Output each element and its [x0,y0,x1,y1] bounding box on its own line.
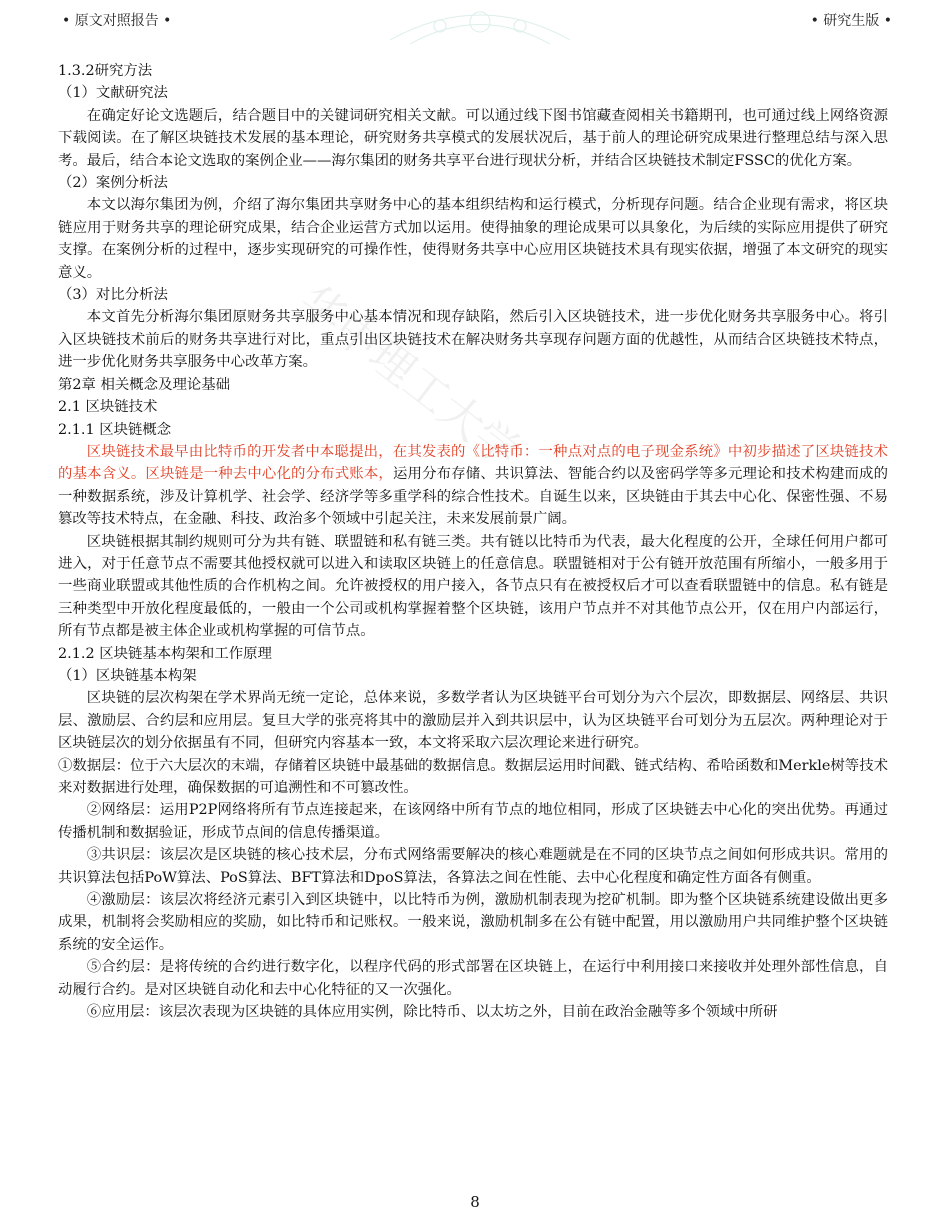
page-number: 8 [470,1193,480,1211]
paragraph: 区块链的层次构架在学术界尚无统一定论，总体来说，多数学者认为区块链平台可划分为六个层次，即数据层、网络层、共识层、激励层、合约层和应用层。复旦大学的张亮将其中的激励层并入到共识层中，认为区块链平台可划分为五层次。两种理论对于区块链层次的划分依据虽有不同，但研究内容基本一致，本文将采取六层次理论来进行研究。 [58,690,888,752]
paragraph: 2.1.2 区块链基本构架和工作原理 [58,645,272,662]
paragraph: 本文以海尔集团为例，介绍了海尔集团共享财务中心的基本组织结构和运行模式，分析现存问题。结合企业现有需求，将区块链应用于财务共享的理论研究成果，结合企业运营方式加以运用。使得抽象的理论成果可以具象化，为后续的实际应用提供了研究支撑。在案例分析的过程中，逐步实现研究的可操作性，使得财务共享中心应用区块链技术具有现实依据，增强了本文研究的现实意义。 [58,197,888,281]
paragraph: ④激励层：该层次将经济元素引入到区块链中，以比特币为例，激励机制表现为挖矿机制。即为整个区块链系统建设做出更多成果，机制将会奖励相应的奖励，如比特币和记账权。一般来说，激励机制多在公有链中配置，用以激励用户共同维护整个区块链系统的安全运作。 [58,892,888,953]
paragraph: （1）文献研究法 [58,85,168,102]
header-right-label: • 研究生版 • [810,13,892,29]
paragraph: ⑤合约层：是将传统的合约进行数字化，以程序代码的形式部署在区块链上，在运行中利用接口来接收并处理外部性信息，自动履行合约。是对区块链自动化和去中心化特征的又一次强化。 [58,959,888,998]
header-left-label: • 原文对照报告 • [62,13,172,29]
paragraph-tail: 运用分布存储、共识算法、智能合约以及密码学等多元理论和技术构建而成的一种数据系统，涉及计算机学、社会学、经济学等多重学科的综合性技术。自诞生以来，区块链由于其去中心化、保密性强、不易篡改等技术特点，在金融、科技、政治多个领域中引起关注，未来发展前景广阔。 [58,466,888,528]
highlighted-text: 区块链技术最早由比特币的开发者中本聪提出，在其发表的《比特币：一种点对点的电子现金系统》中初步描述了区块链技术的基本含义。区块链是一种去中心化的分布式账本， [58,443,888,483]
watermark-text: 华中理工大学 [289,275,530,479]
paragraph: 在确定好论文选题后，结合题目中的关键词研究相关文献。可以通过线下图书馆藏查阅相关书籍期刊，也可通过线上网络资源下载阅读。在了解区块链技术发展的基本理论，研究财务共享模式的发展状况后，基于前人的理论研究成果进行整理总结与深入思考。最后，结合本论文选取的案例企业——海尔集团的财务共享平台进行现状分析，并结合区块链技术制定FSSC的优化方案。 [58,107,888,169]
paragraph: 第2章 相关概念及理论基础 [58,376,231,393]
paragraph [58,441,888,531]
paragraph: 1.3.2研究方法 [58,63,153,79]
paragraph: ②网络层：运用P2P网络将所有节点连接起来，在该网络中所有节点的地位相同，形成了区块链去中心化的突出优势。再通过传播机制和数据验证，形成节点间的信息传播渠道。 [58,802,888,841]
paragraph: （1）区块链基本构架 [58,667,197,684]
paragraph: 区块链根据其制约规则可分为共有链、联盟链和私有链三类。共有链以比特币为代表，最大化程度的公开，全球任何用户都可进入，对于任意节点不需要其他授权就可以进入和读取区块链上的任意信息。联盟链相对于公有链开放范围有所缩小，一般多用于一些商业联盟或其他性质的合作机构之间。允许被授权的用户接入，各节点只有在被授权后才可以查看联盟链中的信息。私有链是三种类型中开放化程度最低的，一般由一个公司或机构掌握着整个区块链，该用户节点并不对其他节点公开，仅在用户内部运行，所有节点都是被主体企业或机构掌握的可信节点。 [58,533,888,640]
paragraph: （2）案例分析法 [58,175,168,192]
paragraph: ③共识层：该层次是区块链的核心技术层，分布式网络需要解决的核心难题就是在不同的区块节点之间如何形成共识。常用的共识算法包括PoW算法、PoS算法、BFT算法和DpoS算法，各算法之间在性能、去中心化程度和确定性方面各有侧重。 [58,847,888,886]
paragraph: ①数据层：位于六大层次的末端，存储着区块链中最基础的数据信息。数据层运用时间戳、链式结构、希哈函数和Merkle树等技术来对数据进行处理，确保数据的可追溯性和不可篡改性。 [58,757,888,796]
paragraph: （3）对比分析法 [58,287,168,304]
paragraph: 2.1 区块链技术 [58,399,158,416]
paragraph: 2.1.1 区块链概念 [58,421,172,438]
paragraph: 本文首先分析海尔集团原财务共享服务中心基本情况和现存缺陷，然后引入区块链技术，进一步优化财务共享服务中心。将引入区块链技术前后的财务共享进行对比，重点引出区块链技术在解决财务共享现存问题方面的优越性，从而结合区块链技术特点，进一步优化财务共享服务中心改革方案。 [58,309,888,371]
document-body [58,60,888,1023]
paragraph: ⑥应用层：该层次表现为区块链的具体应用实例，除比特币、以太坊之外，目前在政治金融等多个领域中所研 [86,1004,778,1021]
header-ornament [380,0,580,48]
